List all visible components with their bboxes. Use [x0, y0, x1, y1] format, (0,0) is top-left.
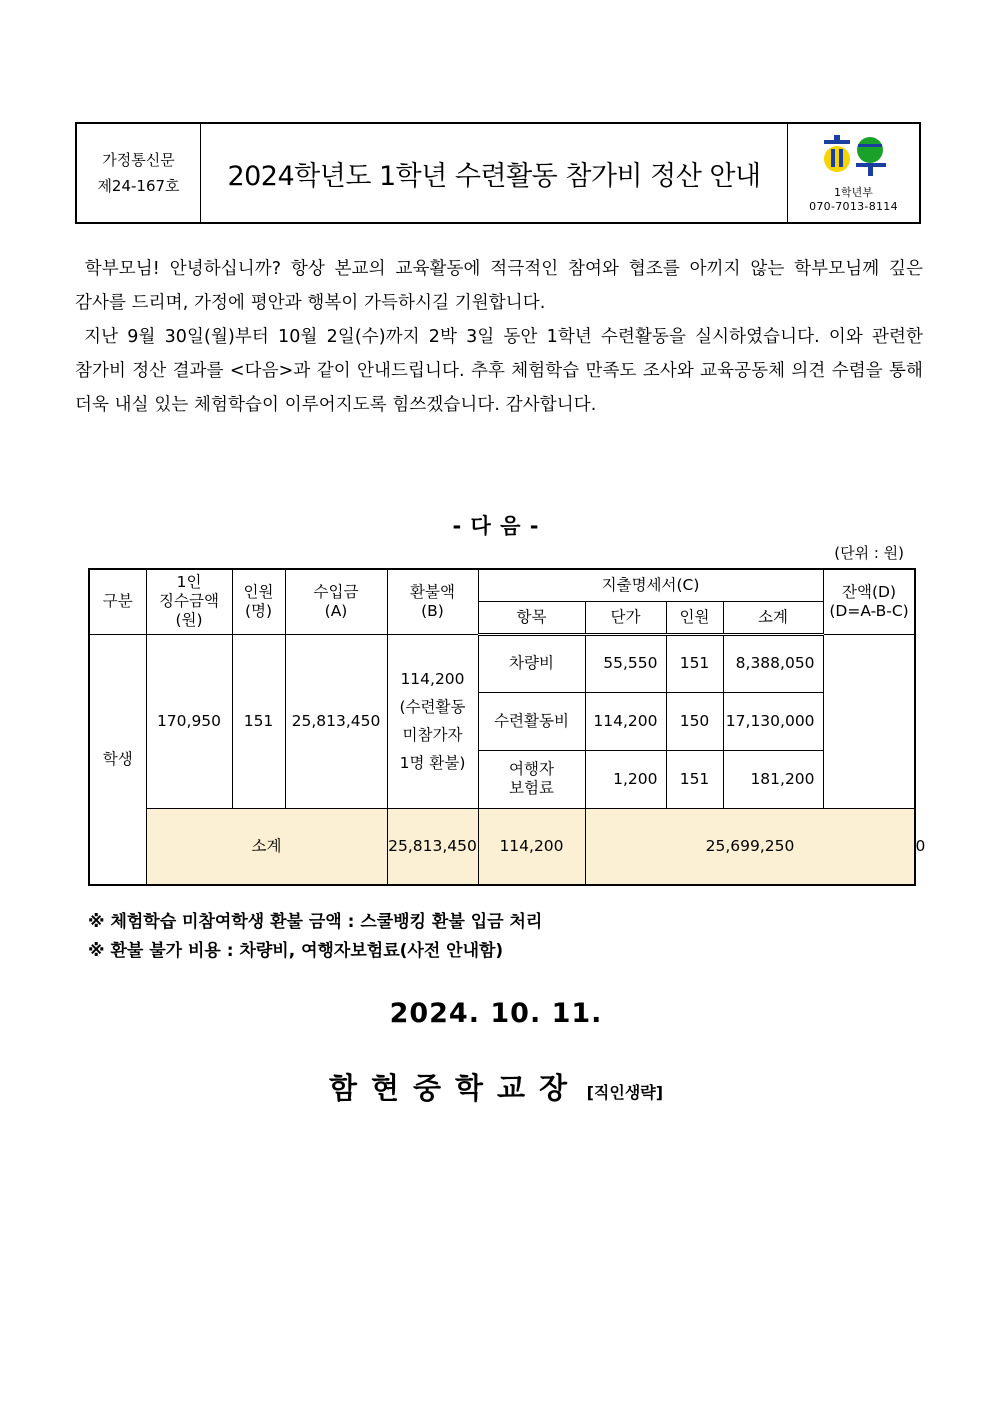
header-headcount: 인원 (명) — [232, 569, 285, 634]
unit-label: (단위 : 원) — [834, 544, 904, 562]
issue-date: 2024. 10. 11. — [389, 998, 603, 1029]
header-balance: 잔액(D) (D=A-B-C) — [823, 569, 915, 634]
expense-subtotal: 181,200 — [723, 750, 823, 808]
expense-people: 151 — [666, 634, 723, 692]
subtotal-expense: 25,699,250 — [585, 808, 915, 885]
income-cell: 25,813,450 — [285, 634, 387, 808]
balance-cell — [823, 634, 915, 808]
settlement-table — [88, 568, 926, 886]
signature-line — [0, 1066, 992, 1107]
header-unit-price: 단가 — [585, 601, 666, 634]
notice-paragraph: 지난 9월 30일(월)부터 10월 2일(수)까지 2박 3일 동안 1학년 수련활동을 실시하였습니다. 이와 관련한 참가비 정산 결과를 <다음>과 같이 안내드립니다. 추후 체험학습 만족도 조사와 교육공동체 의견 수렴을 통해 더욱 내실 있는 체험학습이 이루어지도록 힘쓰겠습니다. 감사합니다. — [75, 327, 923, 415]
per-person-fee-cell: 170,950 — [146, 634, 232, 808]
doc-type: 가정통신문 — [102, 151, 175, 169]
header-category: 구분 — [89, 569, 146, 634]
notes-section — [88, 908, 542, 966]
header-expense-statement: 지출명세서(C) — [478, 569, 823, 601]
header-income: 수입금 (A) — [285, 569, 387, 634]
table-row — [89, 634, 915, 692]
document-title: 2024학년도 1학년 수련활동 참가비 정산 안내 — [227, 160, 761, 192]
expense-item: 차량비 — [478, 634, 585, 692]
expense-people: 150 — [666, 692, 723, 750]
header-subtotal: 소계 — [723, 601, 823, 634]
letter-body — [75, 252, 923, 422]
subtotal-income: 25,813,450 — [387, 808, 478, 885]
expense-subtotal: 8,388,050 — [723, 634, 823, 692]
doc-info-cell — [77, 124, 201, 222]
doc-number: 제24-167호 — [97, 177, 180, 195]
letter-header — [75, 122, 921, 224]
expense-unit-price: 114,200 — [585, 692, 666, 750]
principal-name: 함현중학교장 — [328, 1071, 582, 1105]
note-nonrefundable: ※ 환불 불가 비용 : 차량비, 여행자보험료(사전 안내함) — [88, 941, 504, 961]
refund-cell: 114,200 (수련활동 미참가자 1명 환불) — [387, 634, 478, 808]
expense-unit-price: 1,200 — [585, 750, 666, 808]
department-name: 1학년부 — [834, 186, 873, 199]
school-info-cell — [787, 124, 919, 222]
seal-note: [직인생략] — [586, 1083, 664, 1102]
subtotal-row: 소계 25,813,450 114,200 25,699,250 0 — [89, 808, 915, 885]
header-refund: 환불액 (B) — [387, 569, 478, 634]
expense-people: 151 — [666, 750, 723, 808]
category-cell: 학생 — [89, 634, 146, 885]
department-phone: 070-7013-8114 — [809, 200, 898, 213]
header-people: 인원 — [666, 601, 723, 634]
document-title-cell — [201, 124, 787, 222]
note-refund-method: ※ 체험학습 미참여학생 환불 금액 : 스쿨뱅킹 환불 입금 처리 — [88, 912, 543, 932]
subtotal-refund: 114,200 — [478, 808, 585, 885]
expense-subtotal: 17,130,000 — [723, 692, 823, 750]
expense-unit-price: 55,550 — [585, 634, 666, 692]
greeting-paragraph: 학부모님! 안녕하십니까? 항상 본교의 교육활동에 적극적인 참여와 협조를 아끼지 않는 학부모님께 깊은 감사를 드리며, 가정에 평안과 행복이 가득하시길 기원합니다. — [75, 259, 923, 313]
header-item: 항목 — [478, 601, 585, 634]
subtotal-label: 소계 — [146, 808, 387, 885]
section-heading-daum: - 다 음 - — [452, 514, 540, 538]
headcount-cell: 151 — [232, 634, 285, 808]
expense-item: 수련활동비 — [478, 692, 585, 750]
expense-item: 여행자 보험료 — [478, 750, 585, 808]
school-logo-icon — [820, 132, 888, 178]
header-per-person-fee: 1인 징수금액 (원) — [146, 569, 232, 634]
